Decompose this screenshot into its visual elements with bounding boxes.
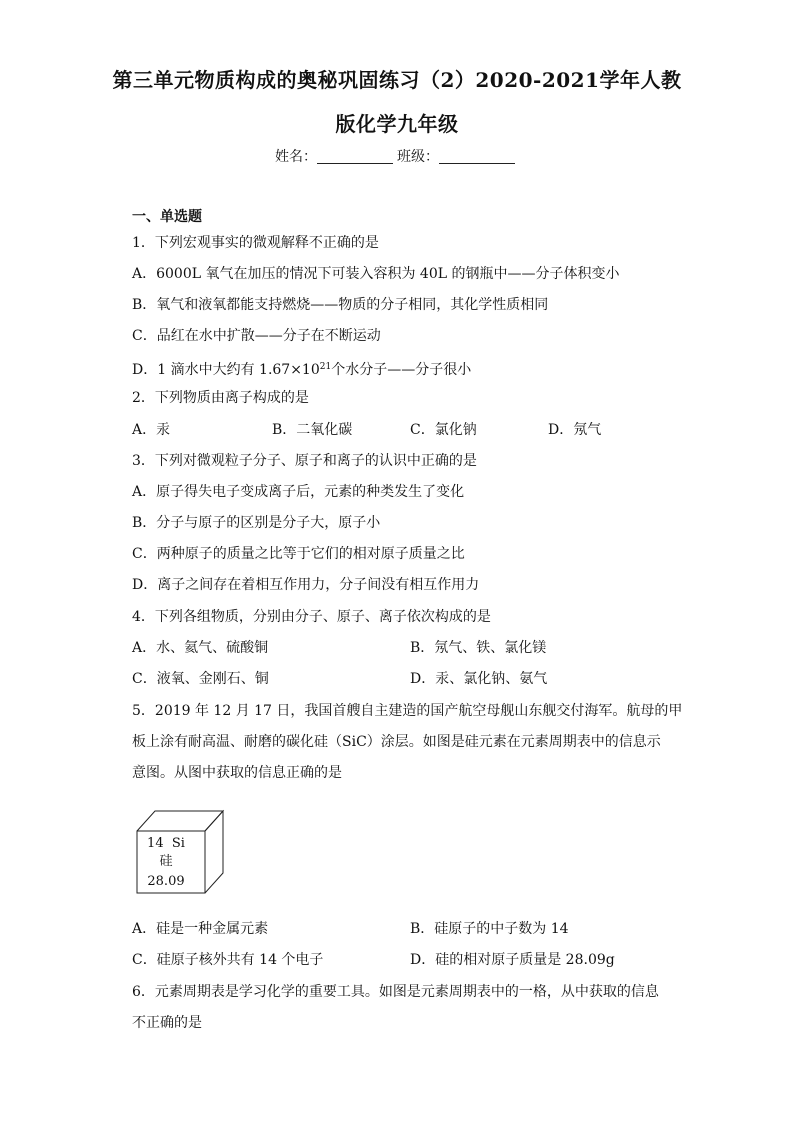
q1-stem: 1．下列宏观事实的微观解释不正确的是 (132, 235, 379, 251)
q2-option-a: A．汞 (132, 422, 171, 438)
q5-option-a: A．硅是一种金属元素 (132, 921, 269, 937)
element-atomic-mass: 28.09 (147, 874, 185, 889)
section-title: 一、单选题 (132, 209, 202, 225)
q3-option-a: A．原子得失电子变成离子后，元素的种类发生了变化 (132, 484, 465, 500)
cube-top-face (137, 811, 223, 831)
name-blank[interactable] (317, 149, 393, 164)
q6-stem-line-2: 不正确的是 (132, 1015, 202, 1031)
q3-stem: 3．下列对微观粒子分子、原子和离子的认识中正确的是 (132, 453, 477, 469)
q2-option-c: C．氯化钠 (410, 422, 477, 438)
q2-stem: 2．下列物质由离子构成的是 (132, 390, 309, 406)
q4-option-d: D．汞、氯化钠、氨气 (410, 671, 548, 687)
q5-stem-line-1: 5．2019 年 12 月 17 日，我国首艘自主建造的国产航空母舰山东舰交付海军。航母的甲 (132, 703, 683, 719)
q1-option-d-exponent: 21 (319, 362, 332, 372)
q1-option-d-pre: D．1 滴水中大约有 1.67×10 (132, 362, 320, 378)
q2-option-d: D．氖气 (548, 422, 602, 438)
q5-option-c: C．硅原子核外共有 14 个电子 (132, 952, 324, 968)
q5-option-b: B．硅原子的中子数为 14 (410, 921, 569, 937)
q5-option-d: D．硅的相对原子质量是 28.09g (410, 952, 615, 968)
page-title-line-2: 版化学九年级 (335, 112, 459, 136)
q3-option-b: B．分子与原子的区别是分子大，原子小 (132, 515, 381, 531)
q4-stem: 4．下列各组物质，分别由分子、原子、离子依次构成的是 (132, 609, 491, 625)
name-class-bar (0, 146, 794, 166)
q5-stem-line-3: 意图。从图中获取的信息正确的是 (132, 765, 342, 781)
q1-option-b: B．氧气和液氧都能支持燃烧——物质的分子相同，其化学性质相同 (132, 297, 549, 313)
q5-stem-line-2: 板上涂有耐高温、耐磨的碳化硅（SiC）涂层。如图是硅元素在元素周期表中的信息示 (132, 734, 661, 750)
q1-option-c: C．品红在水中扩散——分子在不断运动 (132, 328, 381, 344)
q4-option-c: C．液氧、金刚石、铜 (132, 671, 269, 687)
element-atomic-number: 14 (147, 836, 164, 851)
q4-option-a: A．水、氦气、硫酸铜 (132, 640, 269, 656)
q1-option-d (132, 358, 471, 379)
q1-option-a: A．6000L 氧气在加压的情况下可装入容积为 40L 的钢瓶中——分子体积变小 (132, 266, 620, 282)
q1-option-d-post: 个水分子——分子很小 (331, 362, 472, 378)
q4-option-b: B．氖气、铁、氯化镁 (410, 640, 547, 656)
element-name: 硅 (159, 854, 173, 869)
class-blank[interactable] (439, 149, 515, 164)
element-number-symbol (138, 836, 194, 852)
q3-option-c: C．两种原子的质量之比等于它们的相对原子质量之比 (132, 546, 465, 562)
q3-option-d: D．离子之间存在着相互作用力，分子间没有相互作用力 (132, 577, 480, 593)
element-symbol: Si (171, 836, 185, 851)
cube-side-face (205, 811, 223, 893)
q6-stem-line-1: 6．元素周期表是学习化学的重要工具。如图是元素周期表中的一格，从中获取的信息 (132, 984, 659, 1000)
name-label: 姓名： (275, 149, 317, 165)
page-title-line-1: 第三单元物质构成的奥秘巩固练习（2）2020-2021学年人教 (112, 68, 682, 92)
q2-option-b: B．二氧化碳 (272, 422, 353, 438)
class-label: 班级： (397, 149, 439, 165)
